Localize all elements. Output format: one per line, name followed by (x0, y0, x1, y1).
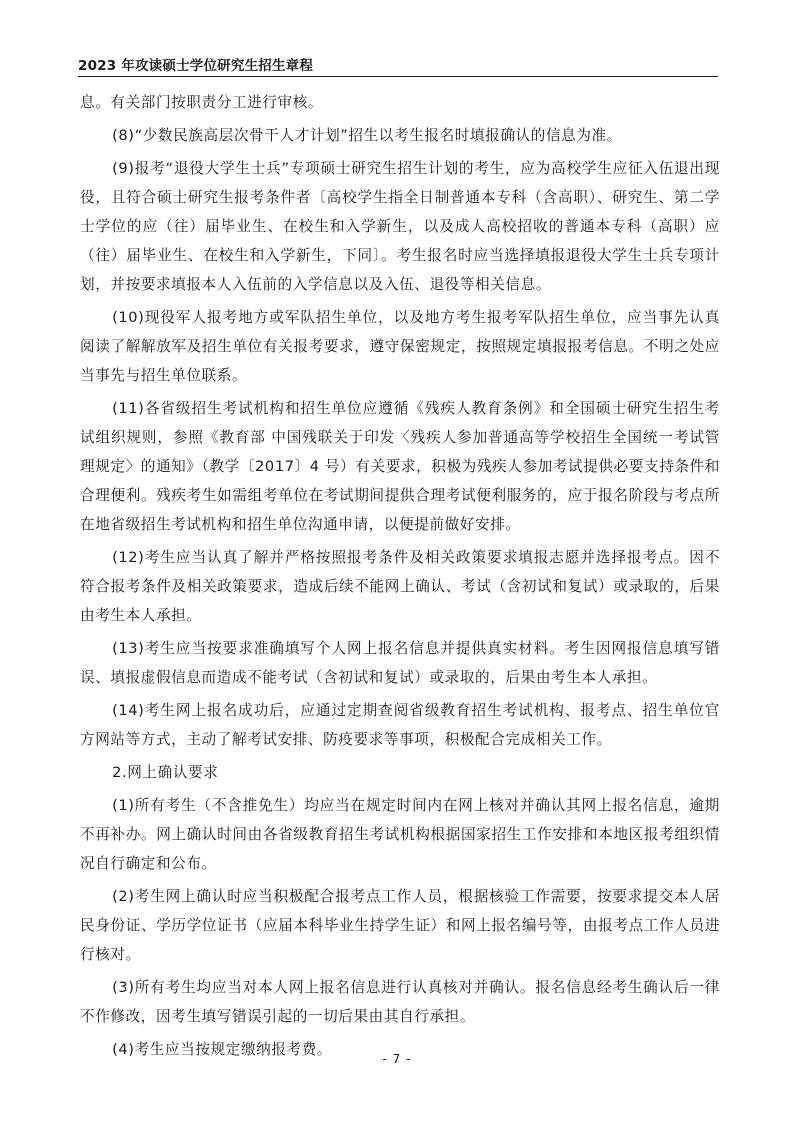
paragraph-item-13: (13)考生应当按要求准确填写个人网上报名信息并提供真实材料。考生因网报信息填写错误、填报虚假信息而造成不能考试（含初试和复试）或录取的，后果由考生本人承担。 (80, 640, 720, 686)
header-title: 2023 年攻读硕士学位研究生招生章程 (78, 58, 314, 74)
document-body (80, 88, 720, 1068)
section-heading-online-confirmation: 2.网上确认要求 (112, 764, 219, 781)
page-header (78, 50, 718, 77)
paragraph-item-12: (12)考生应当认真了解并严格按照报考条件及相关政策要求填报志愿并选择报考点。因不符合报考条件及相关政策要求，造成后续不能网上确认、考试（含初试和复试）或录取的，后果由考生本人承担。 (80, 549, 720, 624)
paragraph-item-14: (14)考生网上报名成功后，应通过定期查阅省级教育招生考试机构、报考点、招生单位官方网站等方式，主动了解考试安排、防疫要求等事项，积极配合完成相关工作。 (80, 702, 720, 748)
paragraph-item-11: (11)各省级招生考试机构和招生单位应遵循《残疾人教育条例》和全国硕士研究生招生考试组织规则，参照《教育部 中国残联关于印发〈残疾人参加普通高等学校招生全国统一考试管理规定〉的通知》（教学〔2017〕4 号）有关要求，积极为残疾人参加考试提供必要支持条件和合理便利。残疾考生如需组考单位在考试期间提供合理考试便利服务的，应于报名阶段与考点所在地省级招生考试机构和招生单位沟通申请，以便提前做好安排。 (80, 400, 720, 533)
paragraph-item-10: (10)现役军人报考地方或军队招生单位，以及地方考生报考军队招生单位，应当事先认真阅读了解解放军及招生单位有关报考要求，遵守保密规定，按照规定填报报考信息。不明之处应当事先与招生单位联系。 (80, 309, 720, 384)
paragraph-item-8: (8)“少数民族高层次骨干人才计划”招生以考生报名时填报确认的信息为准。 (112, 127, 622, 144)
paragraph-continuation: 息。有关部门按职责分工进行审核。 (80, 94, 324, 111)
paragraph-confirm-4: (4)考生应当按规定缴纳报考费。 (112, 1041, 333, 1058)
paragraph-item-9: (9)报考“退役大学生士兵”专项硕士研究生招生计划的考生，应为高校学生应征入伍退出现役，且符合硕士研究生报考条件者〔高校学生指全日制普通本专科（含高职）、研究生、第二学士学位的应（往）届毕业生、在校生和入学新生，以及成人高校招收的普通本专科（高职）应（往）届毕业生、在校生和入学新生，下同〕。考生报名时应当选择填报退役大学生士兵专项计划，并按要求填报本人入伍前的入学信息以及入伍、退役等相关信息。 (80, 160, 720, 293)
page-number: - 7 - (382, 1052, 412, 1066)
paragraph-confirm-1: (1)所有考生（不含推免生）均应当在规定时间内在网上核对并确认其网上报名信息，逾期不再补办。网上确认时间由各省级教育招生考试机构根据国家招生工作安排和本地区报考组织情况自行确定和公布。 (80, 797, 720, 872)
paragraph-confirm-2: (2)考生网上确认时应当积极配合报考点工作人员，根据核验工作需要，按要求提交本人居民身份证、学历学位证书（应届本科毕业生持学生证）和网上报名编号等，由报考点工作人员进行核对。 (80, 888, 720, 963)
paragraph-confirm-3: (3)所有考生均应当对本人网上报名信息进行认真核对并确认。报名信息经考生确认后一律不作修改，因考生填写错误引起的一切后果由其自行承担。 (80, 979, 720, 1025)
